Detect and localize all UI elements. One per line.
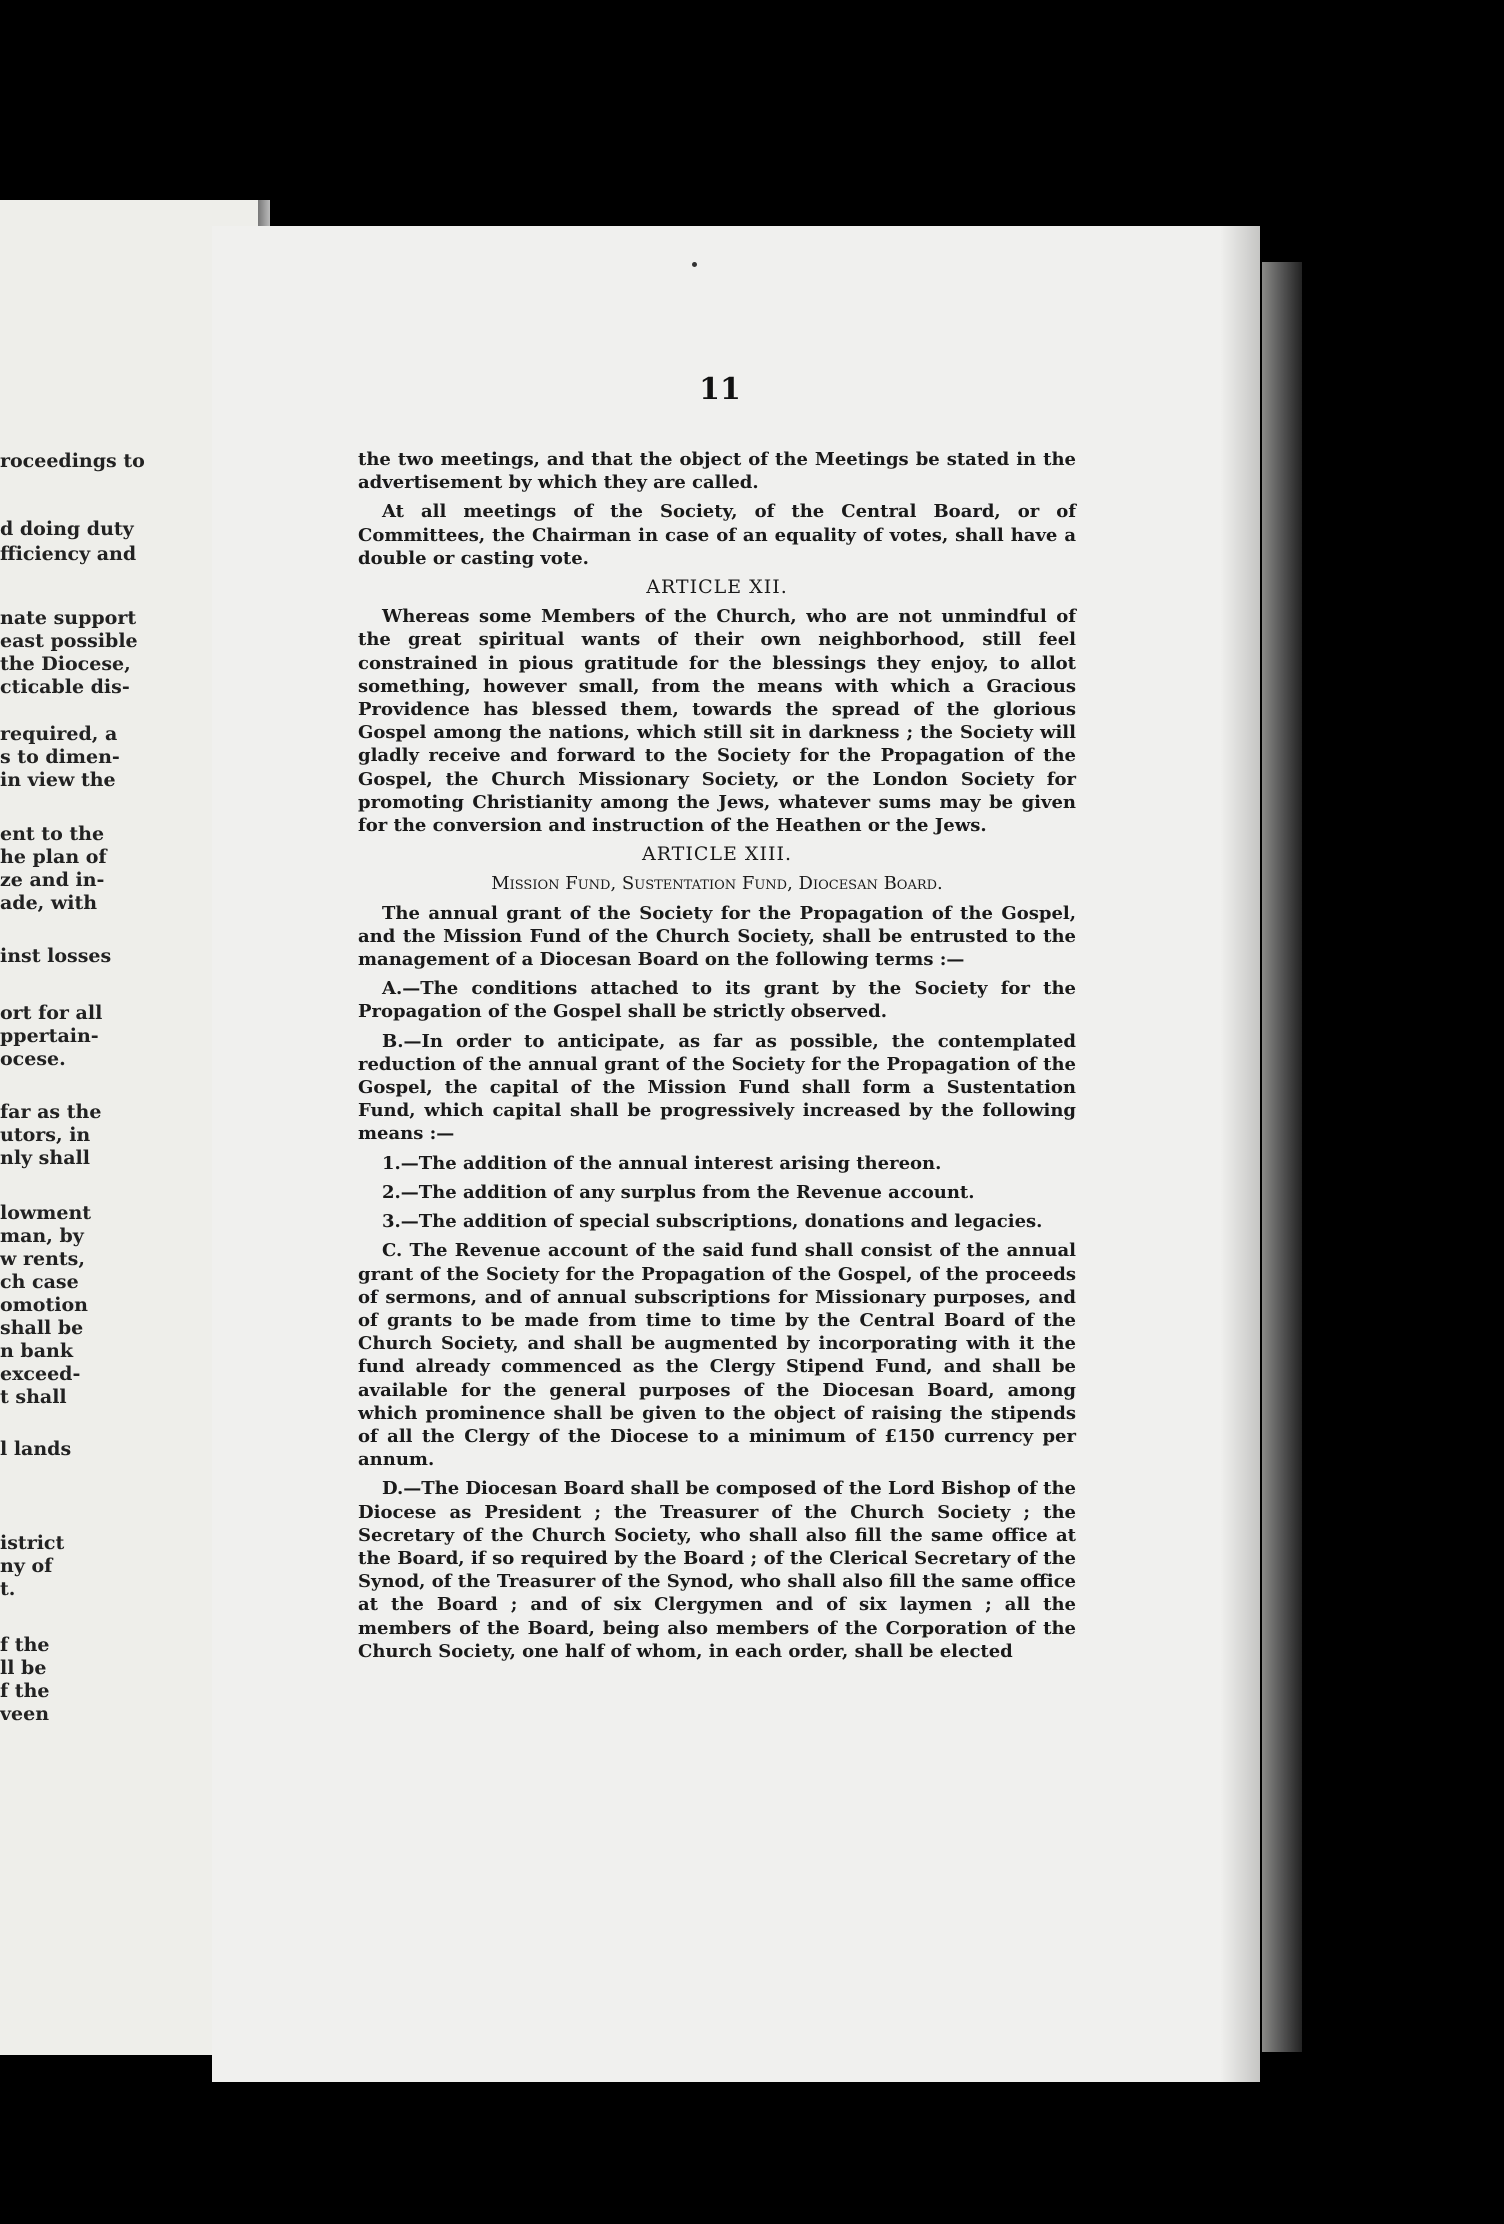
left-page-fragment: required, a <box>0 723 118 745</box>
left-page-fragment: fficiency and <box>0 543 137 565</box>
left-page-fragment: ze and in- <box>0 869 105 891</box>
left-page-fragment: n bank <box>0 1340 74 1362</box>
paragraph: At all meetings of the Society, of the Central Board, or of Committees, the Chairman in case of an equality of votes, shall have a double or casting vote. <box>358 501 1076 569</box>
paragraph: D.—The Diocesan Board shall be composed of the Lord Bishop of the Diocese as President ; the Treasurer of the Church Society ; the Secretary of the Church Society, who shall also fill the same office at the Board, if so required by the Board ; of the Clerical Secretary of the Synod, of the Treasurer of the Synod, who shall also fill the same office at the Board ; and of six Clergymen and of six laymen ; all the members of the Board, being also members of the Corporation of the Church Society, one half of whom, in each order, shall be elected <box>358 1478 1076 1662</box>
left-page-fragment: s to dimen- <box>0 746 120 768</box>
left-page-fragment: ocese. <box>0 1048 66 1070</box>
left-page-fragment: ll be <box>0 1657 47 1679</box>
left-page-fragment: ppertain- <box>0 1025 99 1047</box>
left-page-fragment: he plan of <box>0 846 107 868</box>
left-page-fragment: f the <box>0 1680 50 1702</box>
left-page-fragment: f the <box>0 1634 50 1656</box>
left-page-fragment: w rents, <box>0 1248 85 1270</box>
left-page-fragment: ny of <box>0 1555 53 1577</box>
left-page-fragment: exceed- <box>0 1363 81 1385</box>
left-page-fragment: the Diocese, <box>0 653 131 675</box>
page-number: 11 <box>699 372 741 407</box>
paragraph: The annual grant of the Society for the Propagation of the Gospel, and the Mission Fund of the Church Society, shall be entrusted to the management of a Diocesan Board on the following terms :— <box>358 902 1076 971</box>
left-page-fragment: d doing duty <box>0 518 134 540</box>
left-page-fragment: inst losses <box>0 945 112 967</box>
article-heading: ARTICLE XIII. <box>641 843 793 866</box>
left-page-fragment: omotion <box>0 1294 88 1316</box>
left-page-fragment: veen <box>0 1703 50 1725</box>
paragraph: 3.—The addition of special subscriptions, donations and legacies. <box>382 1211 1043 1233</box>
paragraph: C. The Revenue account of the said fund shall consist of the annual grant of the Society for the Propagation of the Gospel, of the proceeds of sermons, and of annual subscriptions for Missionary purposes, and of grants to be made from time to time by the Central Board of the Church Society, and shall be augmented by incorporating with it the fund already commenced as the Clergy Stipend Fund, and shall be available for the general purposes of the Diocesan Board, among which prominence shall be given to the object of raising the stipends of all the Clergy of the Diocese to a minimum of £150 currency per annum. <box>358 1240 1076 1471</box>
page-edge <box>1262 262 1302 2052</box>
paragraph: Whereas some Members of the Church, who are not unmindful of the great spiritual wants of their own neighborhood, still feel constrained in pious gratitude for the blessings they enjoy, to allot something, however small, from the means with which a Gracious Providence has blessed them, towards the spread of the glorious Gospel among the nations, which still sit in darkness ; the Society will gladly receive and forward to the Society for the Propagation of the Gospel, the Church Missionary Society, or the London Society for promoting Christianity among the Jews, whatever sums may be given for the conversion and instruction of the Heathen or the Jews. <box>358 606 1076 837</box>
article-heading: ARTICLE XII. <box>646 576 788 599</box>
left-page-fragment: l lands <box>0 1438 72 1460</box>
left-page-fragment: shall be <box>0 1317 84 1339</box>
article-text <box>358 448 1076 1669</box>
left-page-fragment: in view the <box>0 769 116 791</box>
left-page-fragment: nate support <box>0 607 137 629</box>
paragraph: 2.—The addition of any surplus from the Revenue account. <box>382 1181 975 1203</box>
article-subheading: Mission Fund, Sustentation Fund, Diocesan Board. <box>491 873 943 895</box>
left-page-fragment: ade, with <box>0 892 98 914</box>
left-page-fragment: east possible <box>0 630 138 652</box>
left-page-fragment: ort for all <box>0 1002 103 1024</box>
left-page-fragment: istrict <box>0 1532 65 1554</box>
paragraph: B.—In order to anticipate, as far as possible, the contemplated reduction of the annual grant of the Society for the Propagation of the Gospel, the capital of the Mission Fund shall form a Sustentation Fund, which capital shall be progressively increased by the following means :— <box>358 1030 1076 1145</box>
left-page-fragment: t shall <box>0 1386 67 1408</box>
left-page-fragment: ent to the <box>0 823 105 845</box>
left-page-fragment: lowment <box>0 1202 92 1224</box>
paragraph: A.—The conditions attached to its grant by the Society for the Propagation of the Gospel shall be strictly observed. <box>358 978 1076 1023</box>
left-page-fragment: roceedings to <box>0 450 145 472</box>
ink-dot <box>692 262 697 267</box>
page-shade <box>1220 226 1260 2082</box>
left-page-fragment: t. <box>0 1578 16 1600</box>
left-page-fragment: man, by <box>0 1225 84 1247</box>
left-page-fragment: far as the <box>0 1101 102 1123</box>
paragraph: the two meetings, and that the object of the Meetings be stated in the advertisement by which they are called. <box>358 449 1076 494</box>
paragraph: 1.—The addition of the annual interest arising thereon. <box>382 1152 942 1174</box>
left-page-fragment: utors, in <box>0 1124 91 1146</box>
left-page-fragment: cticable dis- <box>0 676 130 698</box>
left-page-fragment: nly shall <box>0 1147 90 1169</box>
left-page-fragment: ch case <box>0 1271 79 1293</box>
